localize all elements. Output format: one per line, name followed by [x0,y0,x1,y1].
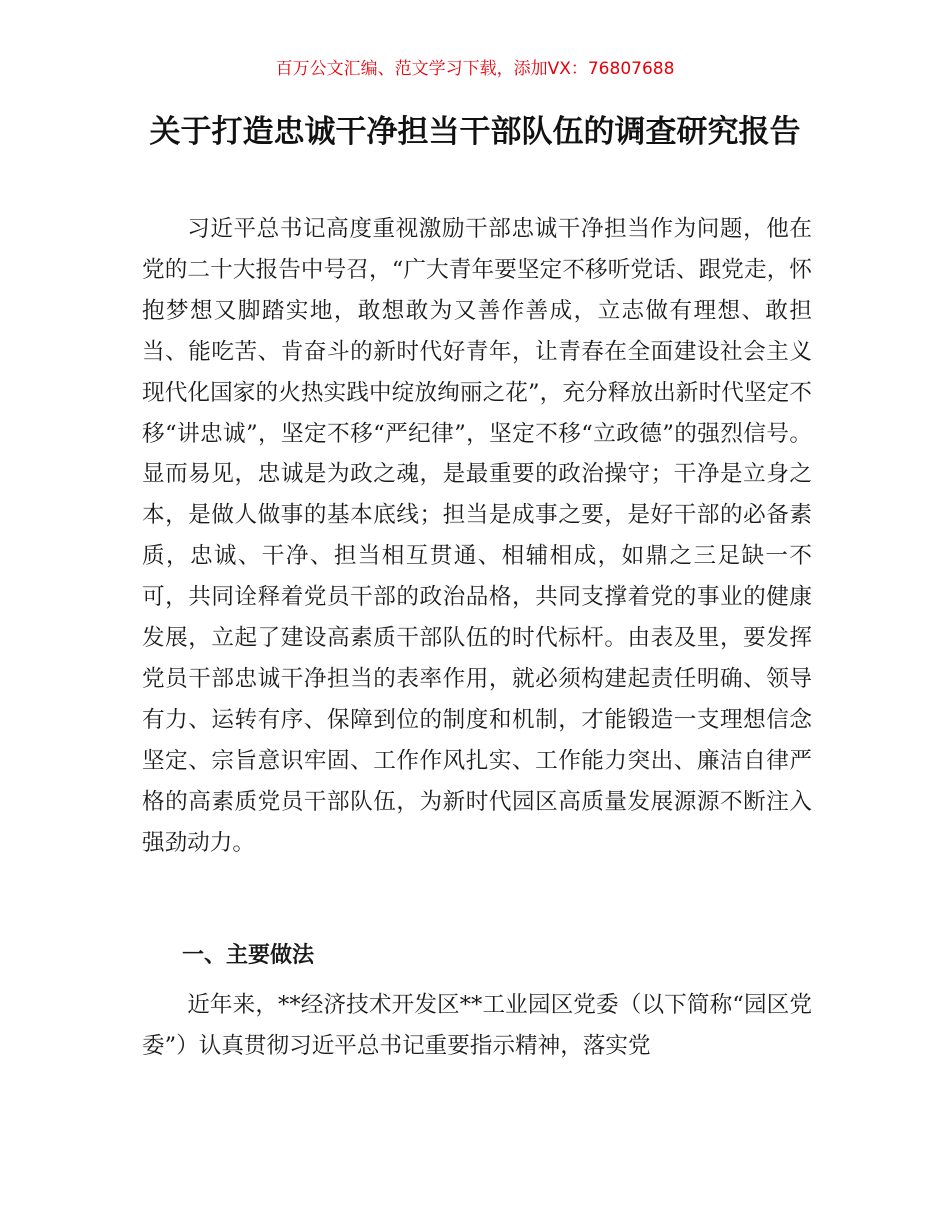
document-title: 关于打造忠诚干净担当干部队伍的调查研究报告 [149,114,801,150]
intro-paragraph: 习近平总书记高度重视激励干部忠诚干净担当作为问题，他在党的二十大报告中号召，“广大青年要坚定不移听党话、跟党走，怀抱梦想又脚踏实地，敢想敢为又善作善成，立志做有理想、敢担当、能吃苦、肯奋斗的新时代好青年，让青春在全面建设社会主义现代化国家的火热实践中绽放绚丽之花”，充分释放出新时代坚定不移“讲忠诚”，坚定不移“严纪律”，坚定不移“立政德”的强烈信号。显而易见，忠诚是为政之魂，是最重要的政治操守；干净是立身之本，是做人做事的基本底线；担当是成事之要，是好干部的必备素质，忠诚、干净、担当相互贯通、相辅相成，如鼎之三足缺一不可，共同诠释着党员干部的政治品格，共同支撑着党的事业的健康发展，立起了建设高素质干部队伍的时代标杆。由表及里，要发挥党员干部忠诚干净担当的表率作用，就必须构建起责任明确、领导有力、运转有序、保障到位的制度和机制，才能锻造一支理想信念坚定、宗旨意识牢固、工作作风扎实、工作能力突出、廉洁自律严格的高素质党员干部队伍，为新时代园区高质量发展源源不断注入强劲动力。 [142,216,812,856]
watermark-banner: 百万公文汇编、范文学习下载，添加VX：76807688 [275,59,675,79]
section-heading: 一、主要做法 [182,943,315,968]
body-paragraph: 近年来，**经济技术开发区**工业园区党委（以下简称“园区党委”）认真贯彻习近平总书记重要指示精神，落实党 [142,992,812,1059]
